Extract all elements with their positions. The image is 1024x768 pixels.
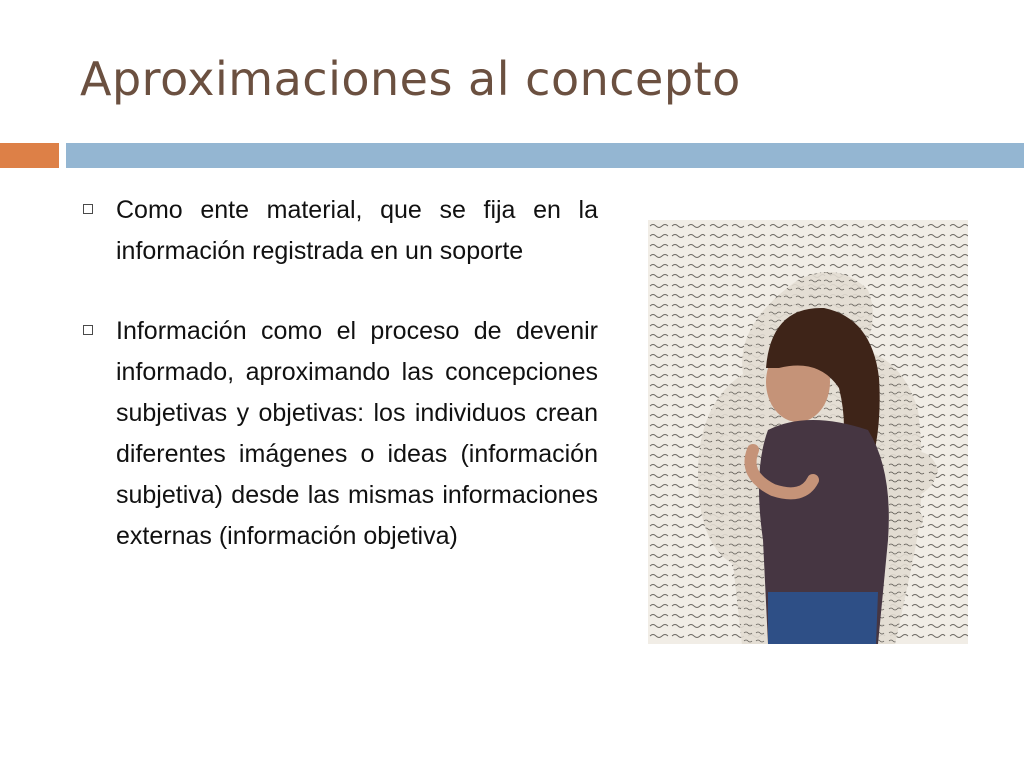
slide-title: Aproximaciones al concepto <box>80 52 741 106</box>
square-bullet-icon <box>83 325 93 335</box>
square-bullet-icon <box>83 204 93 214</box>
bullet-list <box>80 190 598 557</box>
bullet-item <box>80 190 598 272</box>
bullet-text: Información como el proceso de devenir informado, aproximando las concepciones subjetivas y objetivas: los individuos crean diferentes imágenes o ideas (información subjetiva) desde las mismas informaciones externas (información objetiva) <box>116 317 598 550</box>
bullet-text: Como ente material, que se fija en la información registrada en un soporte <box>116 196 598 265</box>
bullet-item <box>80 311 598 557</box>
header-divider-bar <box>66 143 1024 168</box>
hugging-text-figure-image <box>648 220 968 644</box>
accent-bar <box>0 143 59 168</box>
